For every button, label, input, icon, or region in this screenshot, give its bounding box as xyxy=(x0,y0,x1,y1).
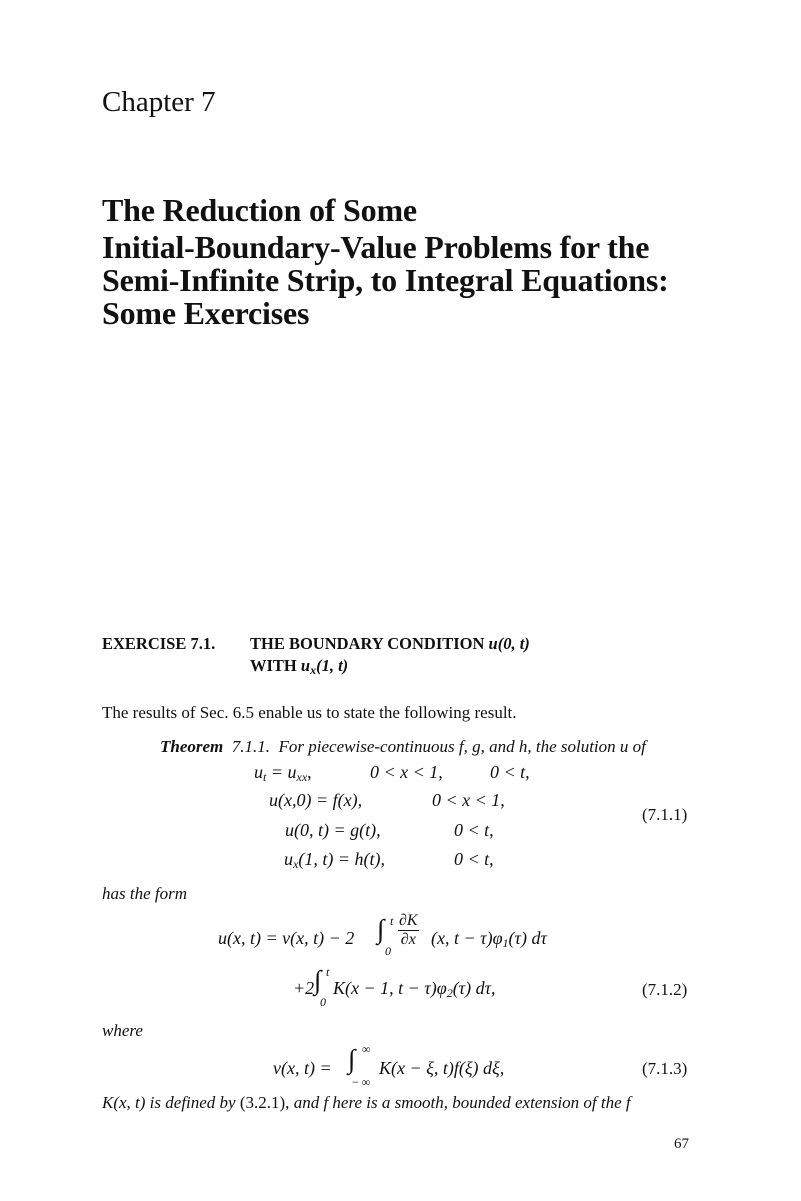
eq2-int-lower: 0 xyxy=(385,944,391,958)
system-row-1-lhs: $u_t = u_{xx}$, xyxy=(254,762,312,784)
eq2-fraction xyxy=(398,913,419,948)
eq2-line2-body: K(x − 1, t − τ)φ xyxy=(333,978,447,998)
eq3-lhs: v(x, t) = xyxy=(273,1058,332,1078)
eq2-line-2-integral-sign: ∫ xyxy=(314,965,322,995)
theorem-label: Theorem xyxy=(160,737,224,756)
eq2-line-2-body xyxy=(333,978,496,1001)
has-the-form-text: has the form xyxy=(102,884,187,903)
system-row-4-lhs xyxy=(284,849,385,872)
eq2-line-2-pre: +2 xyxy=(293,978,315,998)
eq3-int-lower: − ∞ xyxy=(352,1075,371,1089)
exercise-heading-math-1: u(0, t) xyxy=(488,634,530,653)
row1-u: u xyxy=(254,762,263,782)
eq2-line2-end: (τ) dτ, xyxy=(452,978,496,998)
eq3-integral-sign: ∫ xyxy=(348,1044,356,1074)
last-line-ref: (3.2.1), xyxy=(239,1093,290,1112)
title-line-1: The Reduction of Some xyxy=(102,192,417,228)
title-line-2: Initial-Boundary-Value Problems for the xyxy=(102,229,650,265)
exercise-heading-text-1: THE BOUNDARY CONDITION xyxy=(250,634,485,653)
system-row-4-cond: 0 < t, xyxy=(454,849,494,869)
row4-sub-x: x xyxy=(293,857,299,871)
where-text: where xyxy=(102,1021,143,1040)
equation-number-7-1-2: (7.1.2) xyxy=(642,980,688,999)
row4-rest: (1, t) = h(t), xyxy=(298,849,385,869)
eq2-tail1-end: (τ) dτ xyxy=(508,928,547,948)
eq3-int-upper: ∞ xyxy=(362,1042,371,1056)
system-row-3-lhs: u(0, t) = g(t), xyxy=(285,820,381,840)
exercise-heading-text-2: WITH xyxy=(250,656,297,675)
eq2-integral-sign: ∫ xyxy=(377,914,385,944)
system-row-1-cond-2: 0 < t, xyxy=(490,762,530,782)
page-number: 67 xyxy=(674,1136,689,1152)
system-row-2-lhs: u(x,0) = f(x), xyxy=(269,790,363,810)
eq2-tail1: (x, t − τ)φ xyxy=(431,928,503,948)
continuation-line xyxy=(102,1093,631,1113)
intro-paragraph: The results of Sec. 6.5 enable us to state the following result. xyxy=(102,703,517,722)
eq2-line2-sub: 2 xyxy=(446,986,453,1000)
eq2-frac-num: ∂K xyxy=(399,912,418,929)
eq2-lhs: u(x, t) = v(x, t) − 2 xyxy=(218,928,355,948)
chapter-label: Chapter 7 xyxy=(102,86,216,118)
eq2-tail1-sub: 1 xyxy=(502,936,509,950)
eq2-line-1-tail xyxy=(431,928,547,951)
system-row-3-cond: 0 < t, xyxy=(454,820,494,840)
last-line-a: K(x, t) is defined by xyxy=(102,1093,236,1112)
row1-sub-t: t xyxy=(263,770,267,784)
eq2-frac-den: ∂x xyxy=(400,931,416,948)
equation-number-7-1-3: (7.1.3) xyxy=(642,1059,688,1078)
title-line-4: Some Exercises xyxy=(102,295,310,331)
theorem-text: For piecewise-continuous f, g, and h, the solution u of xyxy=(278,737,646,756)
row1-sub-xx: xx xyxy=(296,770,308,784)
eq2-line-2-int-upper: t xyxy=(326,965,330,979)
exercise-heading-math-2: u xyxy=(300,656,311,675)
title-line-3: Semi-Infinite Strip, to Integral Equations: xyxy=(102,262,669,298)
row1-mid: = u xyxy=(266,762,297,782)
exercise-heading-line-2 xyxy=(250,656,348,678)
exercise-heading-line-1 xyxy=(250,634,530,654)
eq2-line-2-int-lower: 0 xyxy=(320,995,326,1009)
eq3-body: K(x − ξ, t)f(ξ) dξ, xyxy=(379,1058,505,1078)
row4-u: u xyxy=(284,849,293,869)
last-line-b: and f here is a smooth, bounded extension of the f xyxy=(293,1093,631,1112)
exercise-heading-math-2-sub: x xyxy=(310,663,317,677)
exercise-number: EXERCISE 7.1. xyxy=(102,634,216,653)
equation-number-7-1-1: (7.1.1) xyxy=(642,805,688,824)
theorem-number: 7.1.1. xyxy=(231,737,271,756)
theorem-statement xyxy=(160,737,646,757)
exercise-heading-math-2-tail: (1, t) xyxy=(316,656,349,675)
system-row-1-cond-1: 0 < x < 1, xyxy=(370,762,443,782)
eq2-int-upper: t xyxy=(390,914,394,928)
system-row-2-cond: 0 < x < 1, xyxy=(432,790,505,810)
